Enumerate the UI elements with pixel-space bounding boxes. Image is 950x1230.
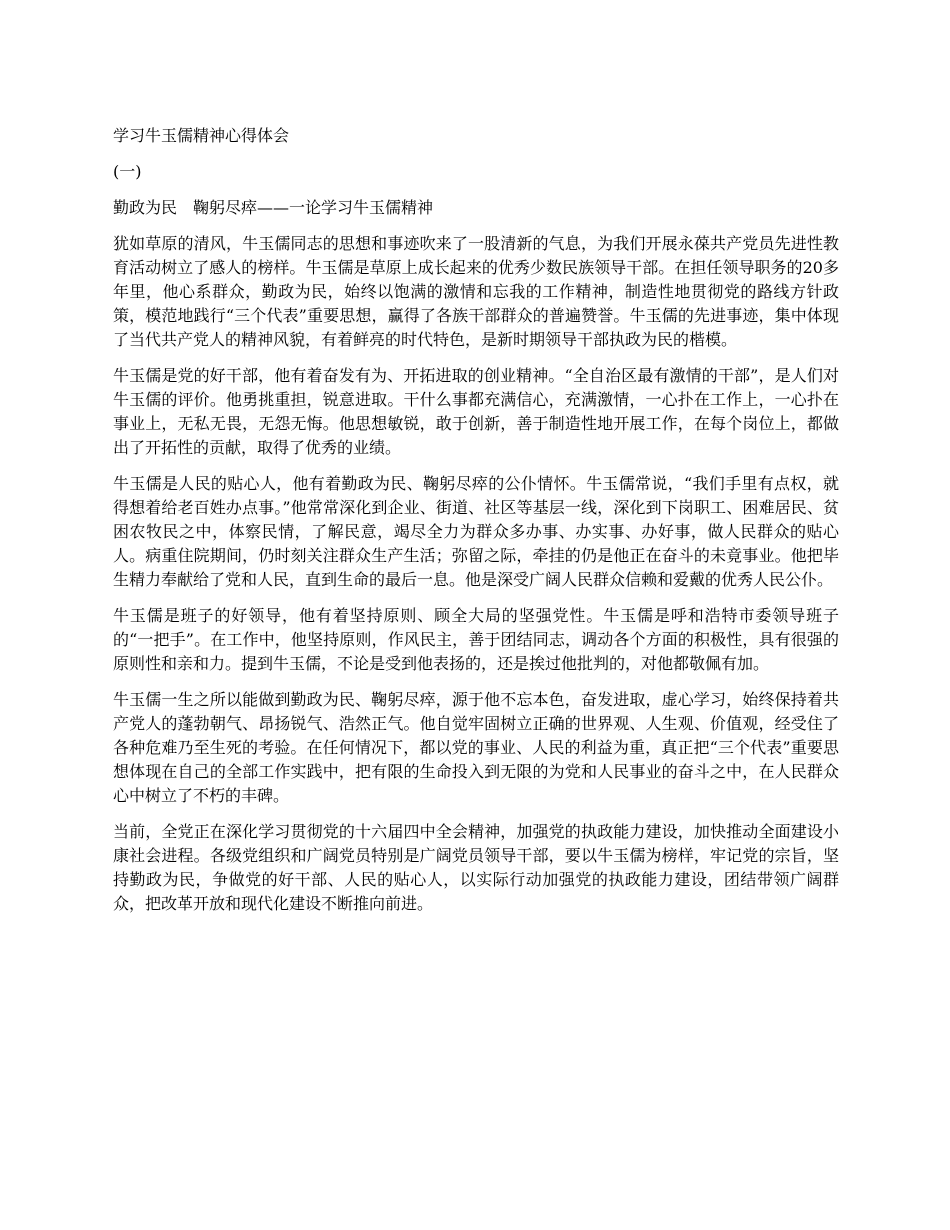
- body-paragraph: 当前，全党正在深化学习贯彻党的十六届四中全会精神，加强党的执政能力建设，加快推动全面建设小康社会进程。各级党组织和广阔党员特别是广阔党员领导干部，要以牛玉儒为榜样，牢记党的宗旨，坚持勤政为民，争做党的好干部、人民的贴心人，以实际行动加强党的执政能力建设，团结带领广阔群众，把改革开放和现代化建设不断推向前进。: [113, 822, 839, 913]
- section-marker: (一): [113, 162, 142, 181]
- body-paragraph: 牛玉儒是党的好干部，他有着奋发有为、开拓进取的创业精神。“全自治区最有激情的干部”，是人们对牛玉儒的评价。他勇挑重担，锐意进取。干什么事都充满信心，充满激情，一心扑在工作上，一心扑在事业上，无私无畏，无怨无悔。他思想敏锐，敢于创新，善于制造性地开展工作，在每个岗位上，都做出了开拓性的贡献，取得了优秀的业绩。: [113, 366, 839, 457]
- document-page: [113, 124, 839, 928]
- body-paragraph: 牛玉儒是班子的好领导，他有着坚持原则、顾全大局的坚强党性。牛玉儒是呼和浩特市委领导班子的“一把手”。在工作中，他坚持原则，作风民主，善于团结同志，调动各个方面的积极性，具有很强的原则性和亲和力。提到牛玉儒，不论是受到他表扬的，还是挨过他批判的，对他都敬佩有加。: [113, 606, 839, 673]
- document-title: 学习牛玉儒精神心得体会: [113, 126, 290, 145]
- body-paragraph: 牛玉儒一生之所以能做到勤政为民、鞠躬尽瘁，源于他不忘本色，奋发进取，虚心学习，始终保持着共产党人的蓬勃朝气、昂扬锐气、浩然正气。他自觉牢固树立正确的世界观、人生观、价值观，经受住了各种危难乃至生死的考验。在任何情况下，都以党的事业、人民的利益为重，真正把“三个代表”重要思想体现在自己的全部工作实践中，把有限的生命投入到无限的为党和人民事业的奋斗之中，在人民群众心中树立了不朽的丰碑。: [113, 690, 839, 805]
- body-paragraph: 犹如草原的清风，牛玉儒同志的思想和事迹吹来了一股清新的气息，为我们开展永葆共产党员先进性教育活动树立了感人的榜样。牛玉儒是草原上成长起来的优秀少数民族领导干部。在担任领导职务的20多年里，他心系群众，勤政为民，始终以饱满的激情和忘我的工作精神，制造性地贯彻党的路线方针政策，模范地践行“三个代表”重要思想，赢得了各族干部群众的普遍赞誉。牛玉儒的先进事迹，集中体现了当代共产党人的精神风貌，有着鲜亮的时代特色，是新时期领导干部执政为民的楷模。: [113, 234, 839, 349]
- document-subtitle: 勤政为民 鞠躬尽瘁——一论学习牛玉儒精神: [113, 198, 434, 217]
- body-paragraph: 牛玉儒是人民的贴心人，他有着勤政为民、鞠躬尽瘁的公仆情怀。牛玉儒常说，“我们手里有点权，就得想着给老百姓办点事。”他常常深化到企业、街道、社区等基层一线，深化到下岗职工、困难居民、贫困农牧民之中，体察民情，了解民意，竭尽全力为群众多办事、办实事、办好事，做人民群众的贴心人。病重住院期间，仍时刻关注群众生产生活；弥留之际，牵挂的仍是他正在奋斗的未竟事业。他把毕生精力奉献给了党和人民，直到生命的最后一息。他是深受广阔人民群众信赖和爱戴的优秀人民公仆。: [113, 474, 839, 589]
